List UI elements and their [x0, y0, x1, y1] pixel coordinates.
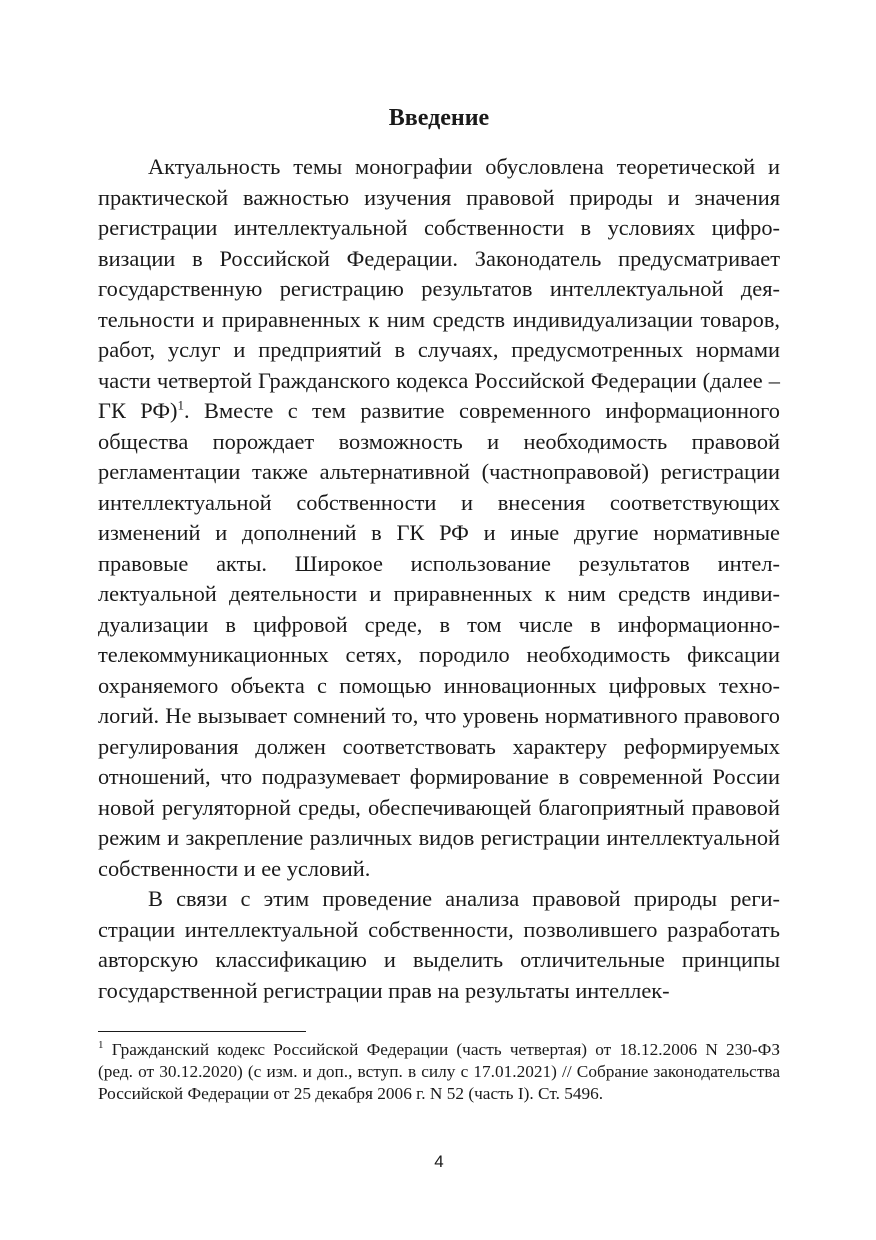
- paragraph-1: [98, 152, 780, 884]
- page-title: Введение: [388, 105, 490, 131]
- footnote-divider: [98, 1031, 306, 1032]
- paragraph-1-continuation: . Вместе с тем развитие современного информационного общества порождает возможность и необходимость правовой регламентации также альтернативной (частноправовой) регистрации интеллектуальной собственности и внесения соответствующих изменений и дополнений в ГК РФ и иные другие нормативные правовые акты. Широкое использование результатов интеллектуальной деятельности и приравненных к ним средств индивидуализации в цифровой среде, в том числе в информационно-телекоммуникационных сетях, породило необходимость фиксации охраняемого объекта с помощью инновационных цифровых технологий. Не вызывает сомнений то, что уровень нормативного правового регулирования должен соответствовать характеру реформируемых отношений, что подразумевает формирование в современной России новой регуляторной среды, обеспечивающей благоприятный правовой режим и закрепление различных видов регистрации интеллектуальной собственности и ее условий.: [98, 398, 780, 881]
- paragraph-2-text: В связи с этим проведение анализа правовой природы регистрации интеллектуальной собственности, позволившего разработать авторскую классификацию и выделить отличительные принципы государственной регистрации прав на результаты интеллек-: [98, 886, 780, 1003]
- paragraph-1-text: Актуальность темы монографии обусловлена теоретической и практической важностью изучения правовой природы и значения регистрации интеллектуальной собственности в условиях цифровизации в Российской Федерации. Законодатель предусматривает государственную регистрацию результатов интеллектуальной деятельности и приравненных к ним средств индивидуализации товаров, работ, услуг и предприятий в случаях, предусмотренных нормами части четвертой Гражданского кодекса Российской Федерации (далее – ГК РФ): [98, 154, 780, 423]
- body-text: [98, 152, 780, 1006]
- footnote: [98, 1039, 780, 1106]
- footnote-reference: 1: [177, 397, 185, 413]
- document-page: [98, 0, 780, 1240]
- footnote-number: 1: [98, 1039, 104, 1052]
- page-number: 4: [434, 1152, 444, 1171]
- paragraph-2: [98, 884, 780, 1006]
- footnote-text: Гражданский кодекс Российской Федерации (часть четвертая) от 18.12.2006 N 230-ФЗ (ред. от 30.12.2020) (с изм. и доп., вступ. в силу с 17.01.2021) // Собрание законодательства Российской Федерации от 25 декабря 2006 г. N 52 (часть I). Ст. 5496.: [98, 1040, 780, 1104]
